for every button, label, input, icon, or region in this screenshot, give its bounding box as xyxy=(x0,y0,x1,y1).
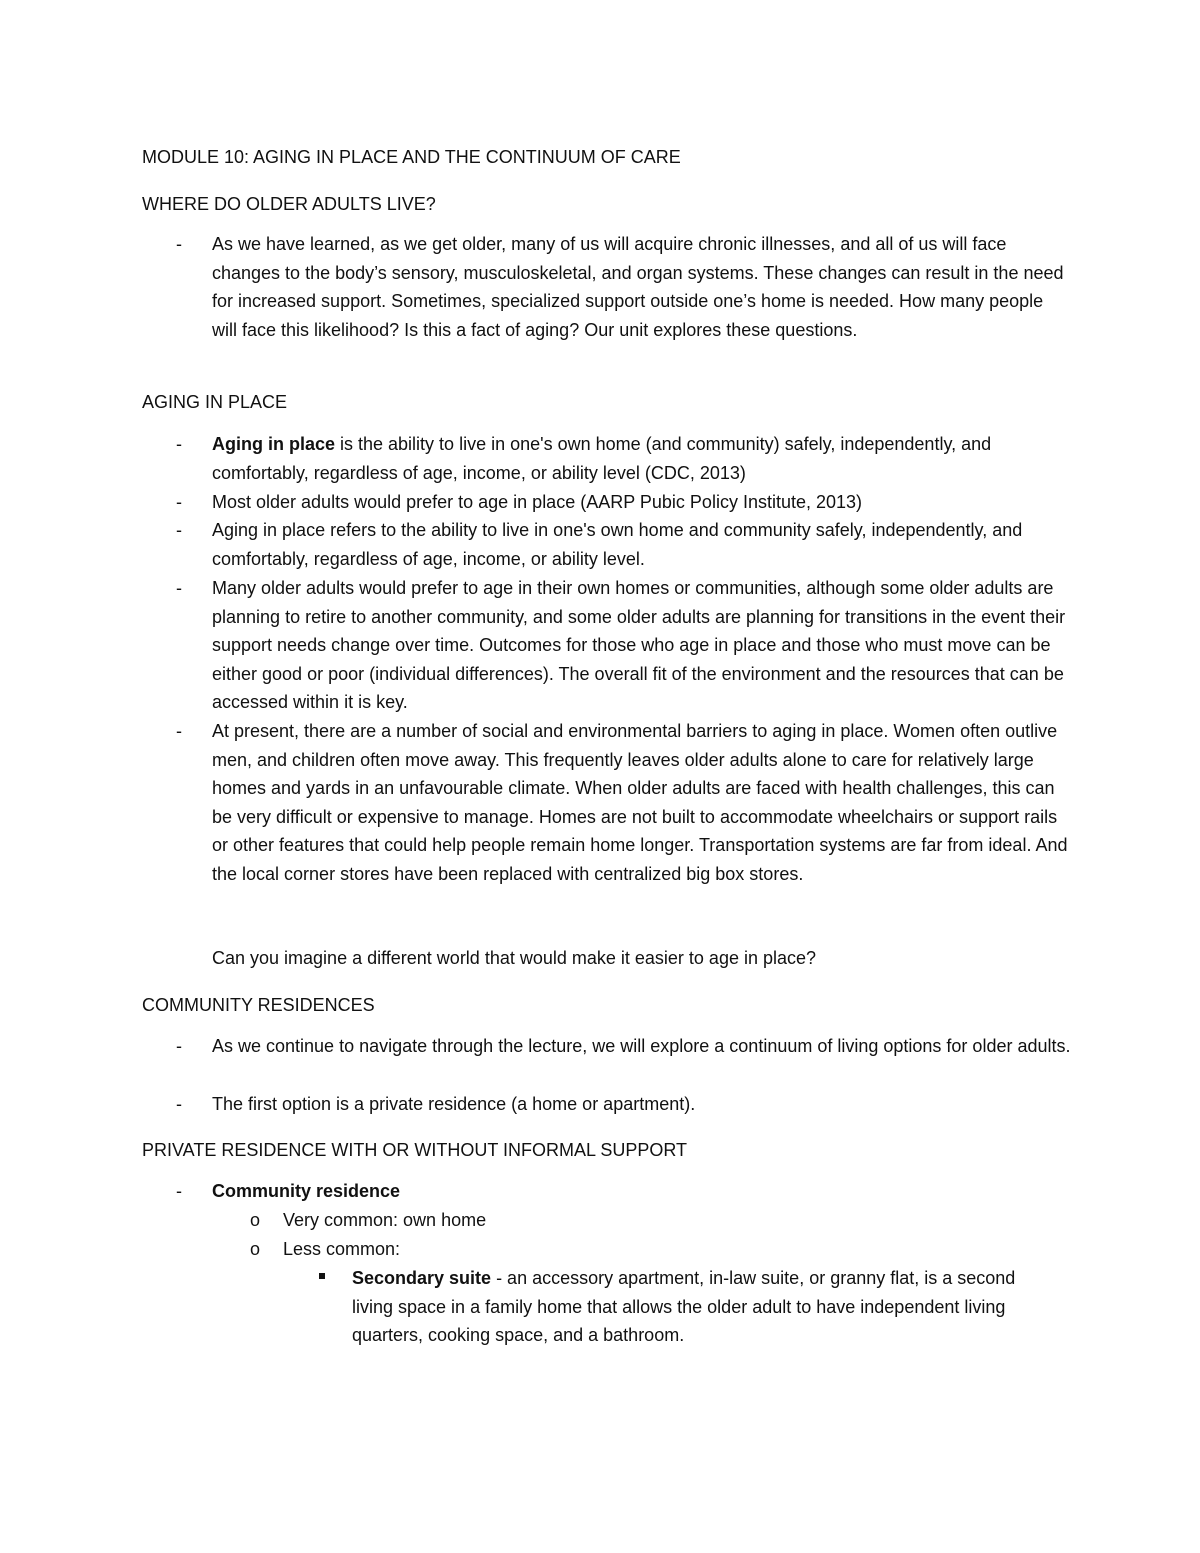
aging-in-place-bullet-2: Most older adults would prefer to age in place (AARP Pubic Policy Institute, 2013) xyxy=(212,492,863,512)
private-residence-sub-1: Very common: own home xyxy=(283,1210,487,1230)
square-bullet-icon xyxy=(319,1273,325,1279)
aging-in-place-definition: is the ability to live in one's own home (and community) safely, independently, and comfortably, regardless of age, income, or ability level (CDC, 2013) xyxy=(212,434,992,483)
dash-bullet: - xyxy=(176,1036,182,1056)
dash-bullet: - xyxy=(176,434,182,454)
community-residences-bullet-1: As we continue to navigate through the lecture, we will explore a continuum of living options for older adults. xyxy=(212,1036,1071,1056)
dash-bullet: - xyxy=(176,492,182,512)
dash-bullet: - xyxy=(176,1181,182,1201)
section-heading-aging-in-place: AGING IN PLACE xyxy=(142,392,288,412)
community-residences-bullet-2: The first option is a private residence (a home or apartment). xyxy=(212,1094,696,1114)
secondary-suite-definition: - an accessory apartment, in-law suite, or granny flat, is a second living space in a family home that allows the older adult to have independent living quarters, cooking space, and a bathroom. xyxy=(352,1268,1016,1346)
dash-bullet: - xyxy=(176,721,182,741)
aging-in-place-question: Can you imagine a different world that would make it easier to age in place? xyxy=(212,948,817,968)
dash-bullet: - xyxy=(176,1094,182,1114)
community-residence-term: Community residence xyxy=(212,1181,401,1201)
aging-in-place-term: Aging in place xyxy=(212,434,336,454)
aging-in-place-bullet-1 xyxy=(212,430,1072,487)
section-heading-private-residence: PRIVATE RESIDENCE WITH OR WITHOUT INFORMAL SUPPORT xyxy=(142,1140,688,1160)
private-residence-bullet-1 xyxy=(212,1177,1072,1206)
where-live-bullet-1: As we have learned, as we get older, many of us will acquire chronic illnesses, and all of us will face changes to the body’s sensory, musculoskeletal, and organ systems. These changes can result in the need for increased support. Sometimes, specialized support outside one’s home is needed. How many people will face this likelihood? Is this a fact of aging? Our unit explores these questions. xyxy=(212,234,1064,340)
aging-in-place-bullet-4: Many older adults would prefer to age in their own homes or communities, although some older adults are planning to retire to another community, and some older adults are planning for transitions in the event their support needs change over time. Outcomes for those who age in place and those who must move can be either good or poor (individual differences). The overall fit of the environment and the resources that can be accessed within it is key. xyxy=(212,578,1066,713)
aging-in-place-bullet-5: At present, there are a number of social and environmental barriers to aging in place. Women often outlive men, and children often move away. This frequently leaves older adults alone to care for relatively large homes and yards in an unfavourable climate. When older adults are faced with health challenges, this can be very difficult or expensive to manage. Homes are not built to accommodate wheelchairs or support rails or other features that could help people remain home longer. Transportation systems are far from ideal. And the local corner stores have been replaced with centralized big box stores. xyxy=(212,721,1068,884)
circle-bullet: o xyxy=(250,1239,261,1259)
secondary-suite-item xyxy=(352,1264,1052,1350)
private-residence-sub-2: Less common: xyxy=(283,1239,401,1259)
dash-bullet: - xyxy=(176,578,182,598)
circle-bullet: o xyxy=(250,1210,261,1230)
aging-in-place-bullet-3: Aging in place refers to the ability to live in one's own home and community safely, independently, and comfortably, regardless of age, income, or ability level. xyxy=(212,520,1023,569)
document-title: MODULE 10: AGING IN PLACE AND THE CONTINUUM OF CARE xyxy=(142,147,681,167)
section-heading-community-residences: COMMUNITY RESIDENCES xyxy=(142,995,375,1015)
dash-bullet: - xyxy=(176,234,182,254)
section-heading-where-live: WHERE DO OLDER ADULTS LIVE? xyxy=(142,194,436,214)
secondary-suite-term: Secondary suite xyxy=(352,1268,492,1288)
dash-bullet: - xyxy=(176,520,182,540)
